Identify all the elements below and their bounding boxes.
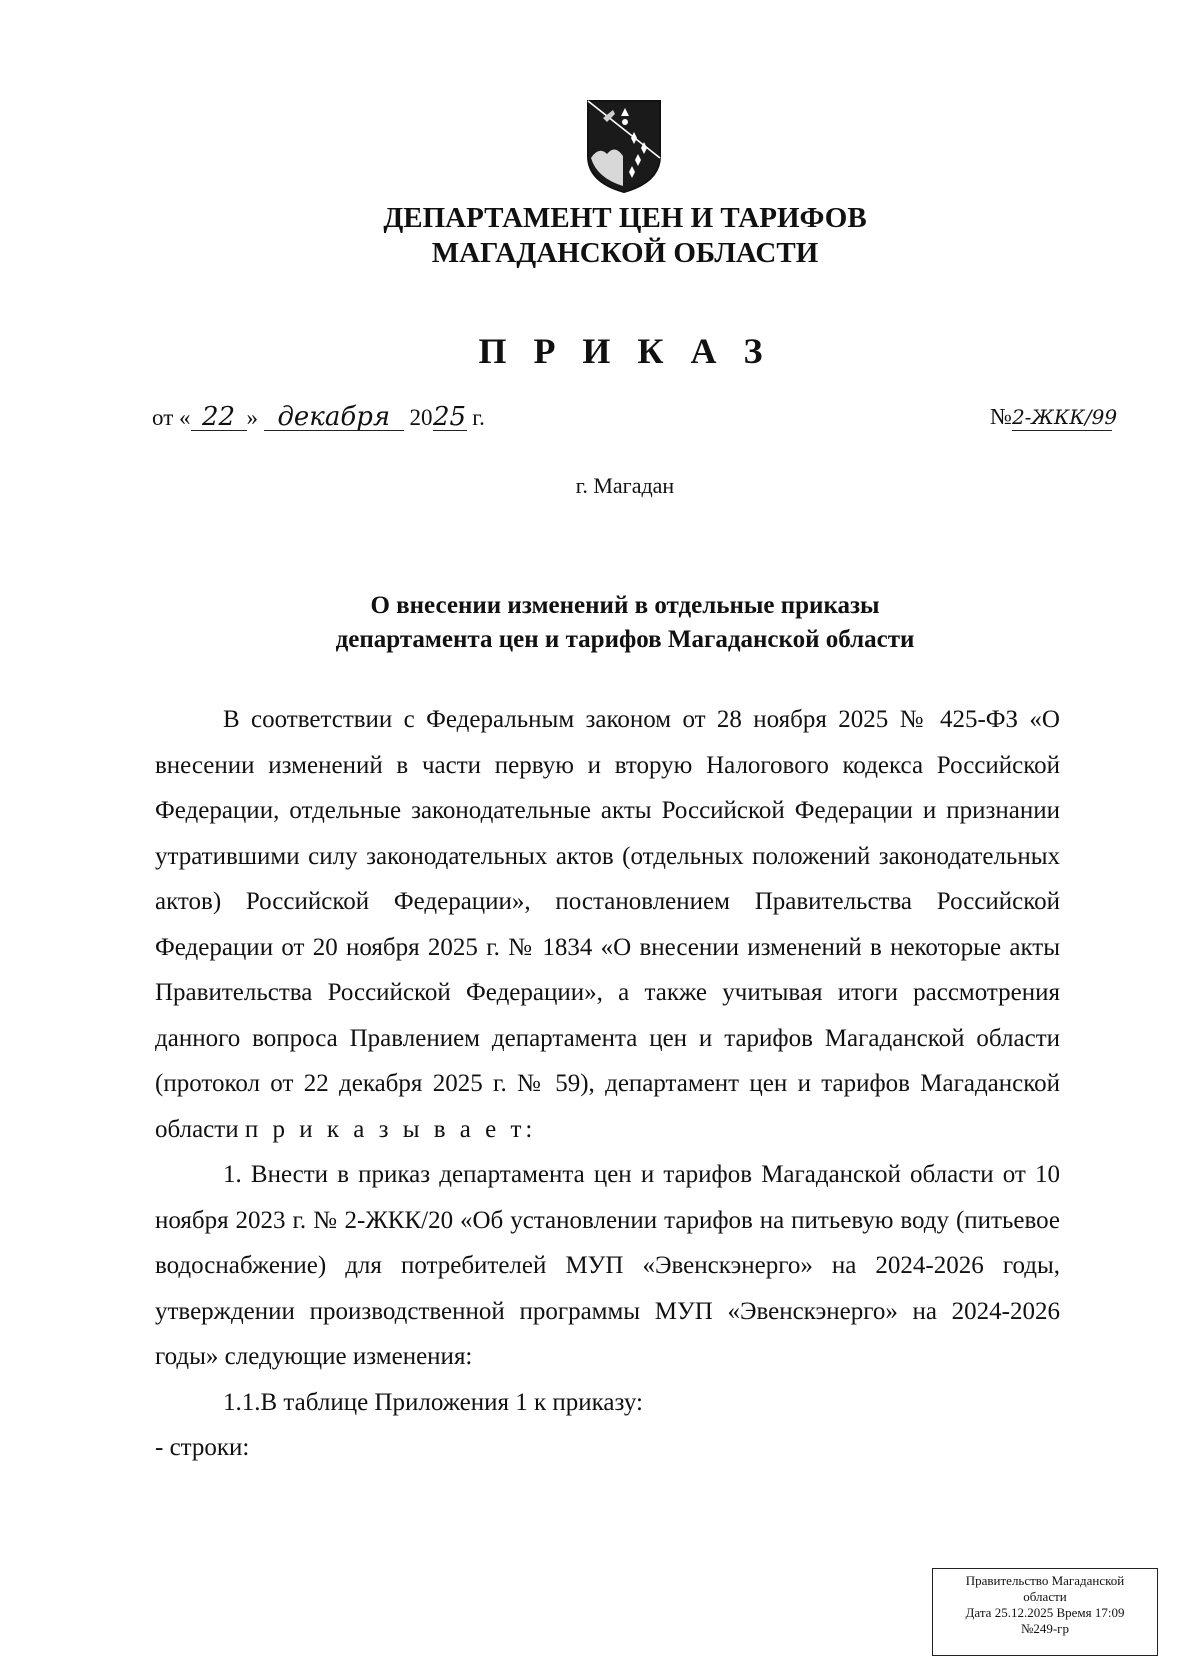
date-month: декабря (264, 404, 404, 431)
order-number (990, 404, 1118, 431)
stamp-line3: Дата 25.12.2025 Время 17:09 (965, 1605, 1125, 1620)
city: г. Магадан (575, 473, 675, 498)
coat-of-arms-emblem (585, 98, 663, 194)
department-name-line1: ДЕПАРТАМЕНТ ЦЕН И ТАРИФОВ (383, 202, 867, 234)
document-type-title: П Р И К А З (478, 331, 772, 371)
preamble-text: В соответствии с Федеральным законом от 28 ноября 2025 № 425-ФЗ «О внесении изменений в части первую и вторую Налогового кодекса Российской Федерации, отдельные законодательные акты Российской Федерации и признании утратившими силу законодательных актов (отдельных положений законодательных актов) Российской Федерации», постановлением Правительства Российской Федерации от 20 ноября 2025 г. № 1834 «О внесении изменений в некоторые акты Правительства Российской Федерации», а также учитывая итоги рассмотрения данного вопроса Правлением департамента цен и тарифов Магаданской области (протокол от 22 декабря 2025 г. № 59), департамент цен и тарифов Магаданской области (155, 706, 1060, 1143)
stamp-line1: Правительство Магаданской (965, 1573, 1125, 1588)
body-text (155, 697, 1060, 1471)
number-prefix: № (990, 404, 1012, 429)
date-year-suffix: 25 (432, 402, 467, 432)
subject-line2: департамента цен и тарифов Магаданской области (335, 626, 915, 653)
date-mid: » (246, 405, 258, 430)
orders-verb: п р и к а з ы в а е т: (244, 1115, 537, 1143)
paragraph-rows: - строки: (155, 1434, 250, 1461)
paragraph-preamble (155, 697, 1060, 1152)
registration-stamp (932, 1568, 1158, 1656)
date-year-prefix: 20 (409, 405, 433, 430)
date-suffix: г. (472, 405, 485, 430)
paragraph-item-1: 1. Внести в приказ департамента цен и тарифов Магаданской области от 10 ноября 2023 г. № 2-ЖКК/20 «Об установлении тарифов на питьевую воду (питьевое водоснабжение) для потребителей МУП «Эвенскэнерго» на 2024-2026 годы, утверждении производственной программы МУП «Эвенскэнерго» на 2024-2026 годы» следующие изменения: (155, 1161, 1060, 1370)
date-prefix: от « (152, 405, 191, 430)
department-name-line2: МАГАДАНСКОЙ ОБЛАСТИ (431, 237, 819, 269)
order-date (152, 404, 485, 431)
subject-line1: О внесении изменений в отдельные приказы (370, 592, 880, 619)
number-value: 2-ЖКК/99 (1011, 405, 1118, 429)
date-day: 22 (191, 404, 247, 431)
stamp-line2: области (1023, 1589, 1067, 1604)
paragraph-item-1-1: 1.1.В таблице Приложения 1 к приказу: (223, 1388, 643, 1416)
stamp-line4: №249-гр (1020, 1621, 1070, 1636)
